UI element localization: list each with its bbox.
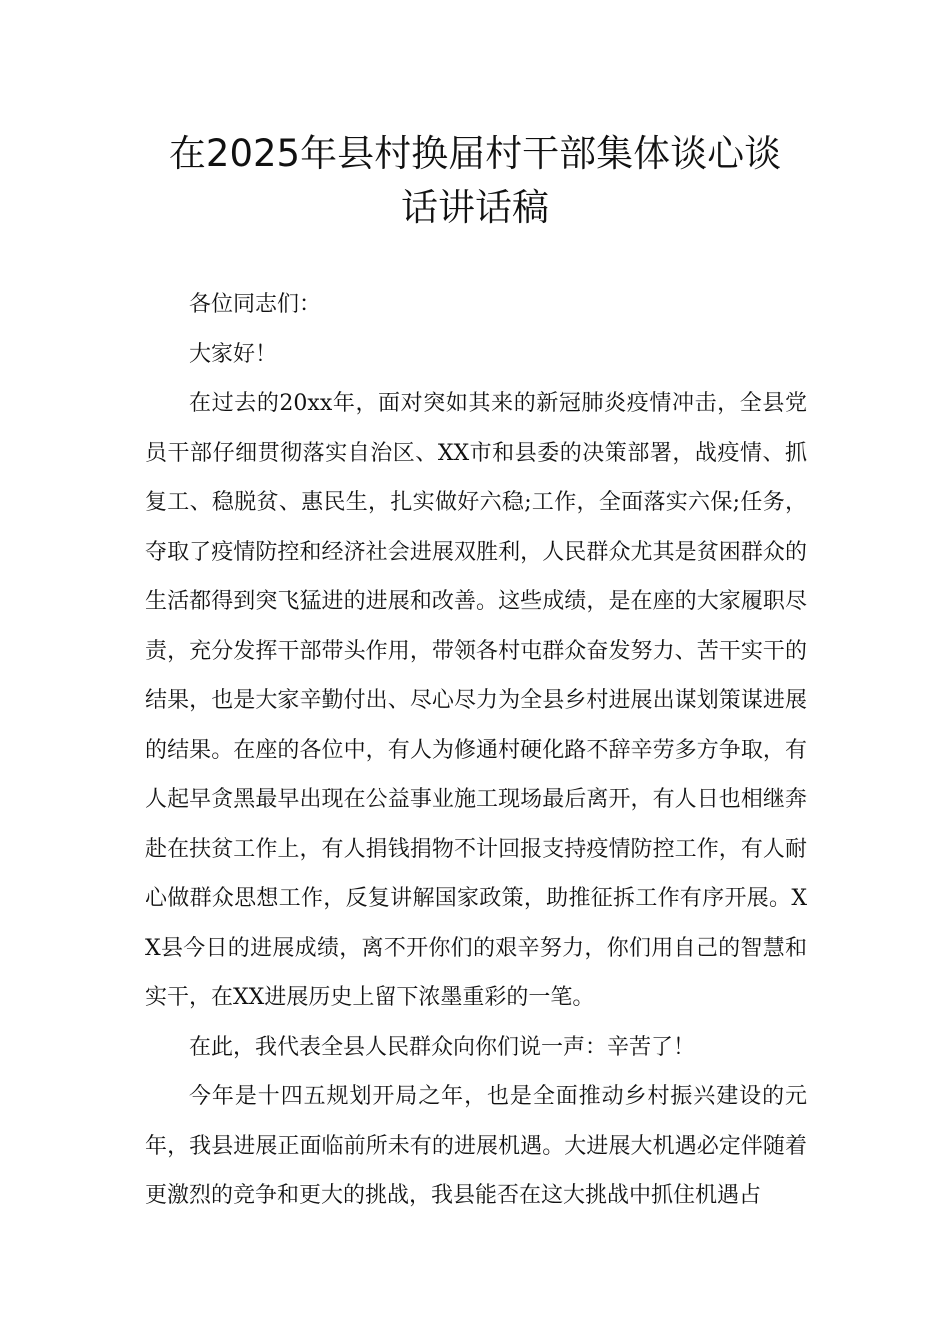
greeting-paragraph: 大家好！ bbox=[189, 341, 278, 367]
thanks-paragraph: 在此，我代表全县人民群众向你们说一声：辛苦了！ bbox=[189, 1034, 696, 1060]
salutation-paragraph: 各位同志们： bbox=[189, 292, 322, 317]
document-title-line-1: 在2025年县村换届村干部集体谈心谈 bbox=[168, 132, 782, 175]
body-paragraph: 在过去的20xx年，面对突如其来的新冠肺炎疫情冲击，全县党员干部仔细贯彻落实自治区、XX市和县委的决策部署，战疫情、抓复工、稳脱贫、惠民生，扎实做好六稳;工作，全面落实六保;任务，夺取了疫情防控和经济社会进展双胜利，人民群众尤其是贫困群众的生活都得到突飞猛进的进展和改善。这些成绩，是在座的大家履职尽责，充分发挥干部带头作用，带领各村屯群众奋发努力、苦干实干的结果，也是大家辛勤付出、尽心尽力为全县乡村进展出谋划策谋进展的结果。在座的各位中，有人为修通村硬化路不辞辛劳多方争取，有人起早贪黑最早出现在公益事业施工现场最后离开，有人日也相继奔赴在扶贫工作上，有人捐钱捐物不计回报支持疫情防控工作，有人耐心做群众思想工作，反复讲解国家政策，助推征拆工作有序开展。XX县今日的进展成绩，离不开你们的艰辛努力，你们用自己的智慧和实干，在XX进展历史上留下浓墨重彩的一笔。 bbox=[145, 391, 807, 1010]
body-paragraph: 今年是十四五规划开局之年，也是全面推动乡村振兴建设的元年，我县进展正面临前所未有的进展机遇。大进展大机遇必定伴随着更激烈的竞争和更大的挑战，我县能否在这大挑战中抓住机遇占 bbox=[145, 1084, 807, 1208]
document-body bbox=[145, 280, 807, 1221]
document-title-line-2: 话讲话稿 bbox=[401, 186, 549, 229]
